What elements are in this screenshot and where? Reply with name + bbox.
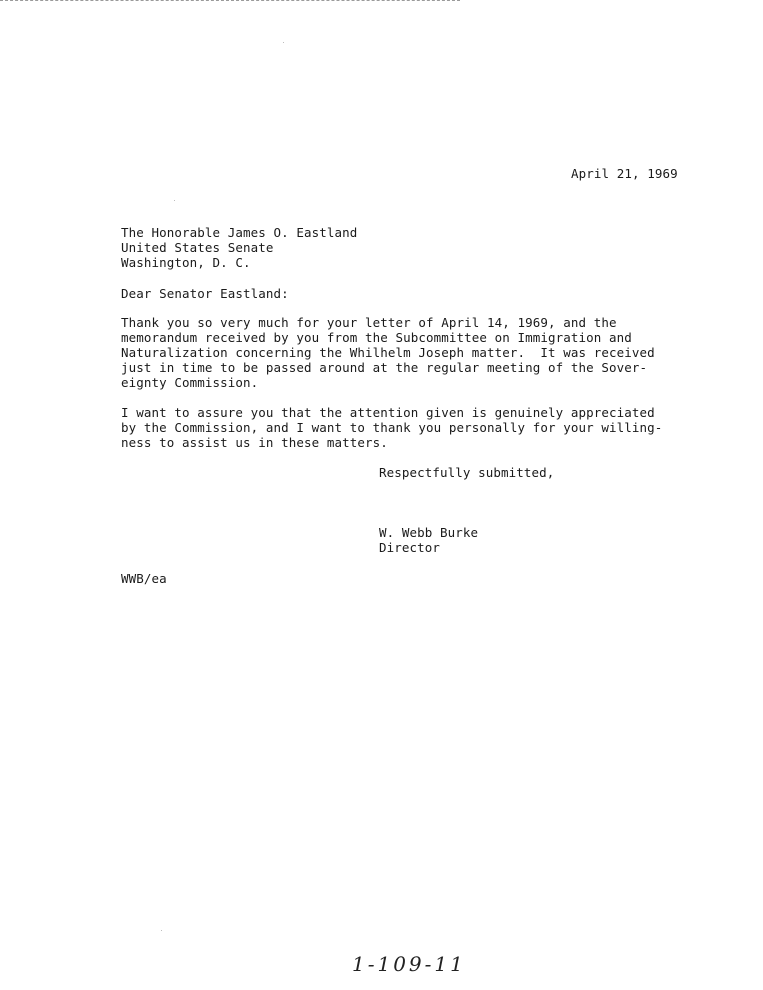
scan-speck <box>283 42 284 43</box>
reference-initials: WWB/ea <box>121 571 167 586</box>
scan-edge-divider <box>0 0 460 1</box>
recipient-name: The Honorable James O. Eastland <box>121 225 358 240</box>
scan-speck <box>161 930 162 931</box>
body-paragraph-1: Thank you so very much for your letter of April 14, 1969, and the memorandum received by you from the Subcommittee on Immigration and Naturalization concerning the Whilhelm Joseph matter. It was received just in time to be passed around at the regular meeting of the Sover- eignty Commission. <box>121 315 655 390</box>
salutation: Dear Senator Eastland: <box>121 286 289 301</box>
body-paragraph-2: I want to assure you that the attention given is genuinely appreciated by the Commission, and I want to thank you personally for your willing- ness to assist us in these matters. <box>121 405 663 450</box>
signer-name: W. Webb Burke <box>379 525 479 540</box>
signer-title: Director <box>379 540 441 555</box>
closing: Respectfully submitted, <box>379 465 555 480</box>
recipient-organization: United States Senate <box>121 240 274 255</box>
handwritten-file-number: 1-109-11 <box>352 952 466 976</box>
scan-speck <box>174 200 175 201</box>
recipient-city: Washington, D. C. <box>121 255 251 270</box>
letter-date: April 21, 1969 <box>571 166 678 181</box>
